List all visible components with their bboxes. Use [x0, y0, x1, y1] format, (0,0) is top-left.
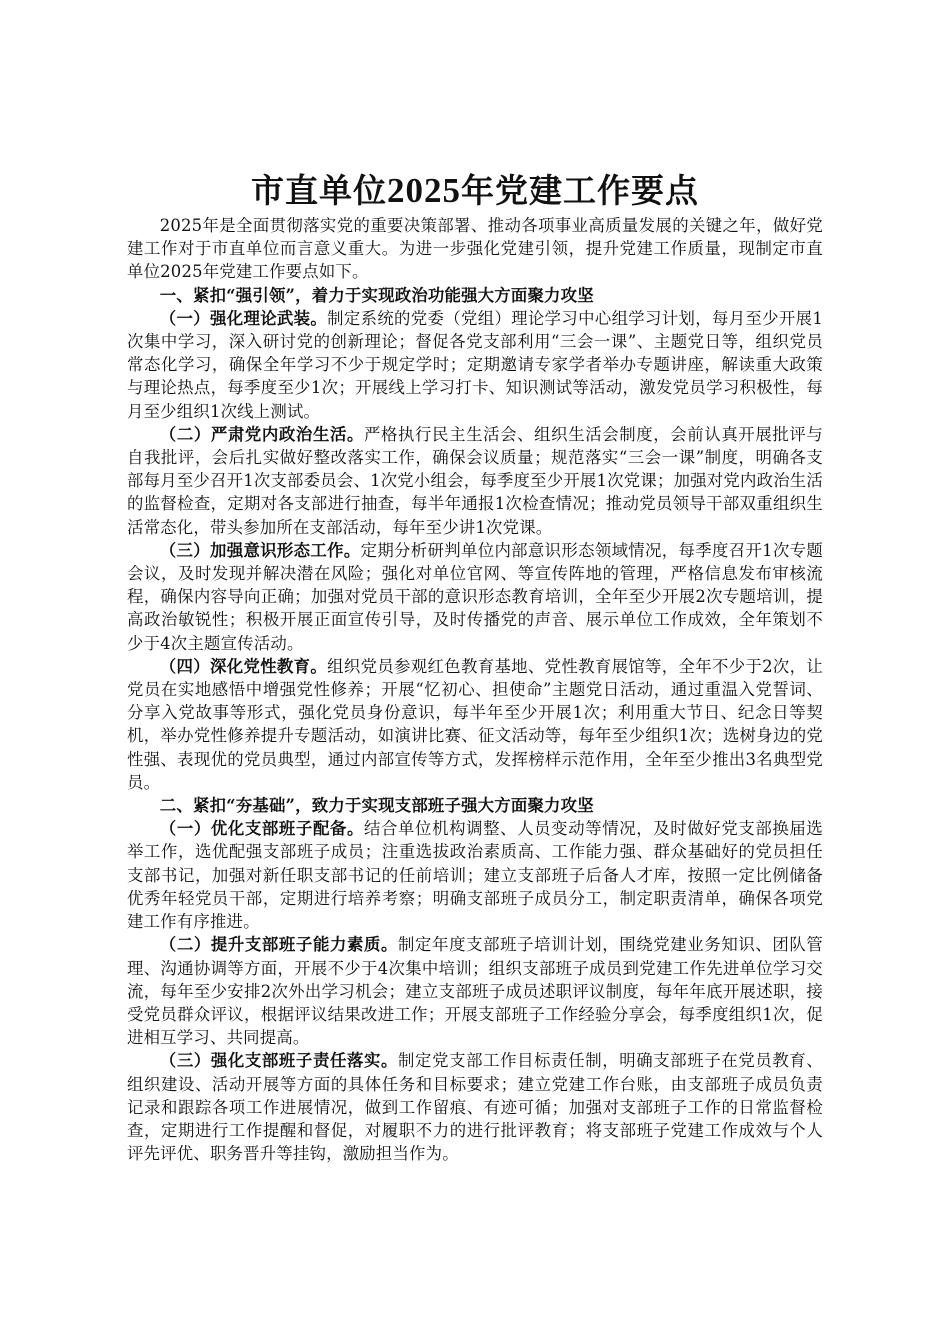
title-part-a: 市直单位 [251, 171, 387, 210]
item-text: 制定年度支部班子培训计划，围绕党建业务知识、团队管理、沟通协调等方面，开展不少于4次集中培训；组织支部班子成员到党建工作先进单位学习交流，每年至少安排2次外出学习机会；建立支部班子成员述职评议制度，每年年底开展述职，接受党员群众评议，根据评议结果改进工作；开展支部班子工作经验分享会，每季度组织1次，促进相互学习、共同提高。 [127, 935, 823, 1048]
section2-item-2 [127, 933, 823, 1049]
item-lead: （三）强化支部班子责任落实。 [159, 1051, 399, 1071]
item-text: 严格执行民主生活会、组织生活会制度，会前认真开展批评与自我批评，会后扎实做好整改落实工作，确保会议质量；规范落实“三会一课”制度，明确各支部每月至少召开1次支部委员会、1次党小组会，每季度至少开展1次党课；加强对党内政治生活的监督检查，定期对各支部进行抽查，每半年通报1次检查情况；推动党员领导干部双重组织生活常态化，带头参加所在支部活动，每年至少讲1次党课。 [127, 424, 823, 537]
intro-paragraph: 2025年是全面贯彻落实党的重要决策部署、推动各项事业高质量发展的关键之年，做好党建工作对于市直单位而言意义重大。为进一步强化党建引领，提升党建工作质量，现制定市直单位2025年党建工作要点如下。 [127, 216, 823, 282]
item-lead: （四）深化党性教育。 [159, 656, 328, 676]
section1-item-3 [127, 539, 823, 655]
document-title [127, 170, 823, 212]
section1-item-4 [127, 655, 823, 794]
item-lead: （一）强化理论武装。 [159, 308, 328, 328]
title-year: 2025 [387, 171, 461, 210]
item-lead: （二）严肃党内政治生活。 [159, 424, 364, 444]
document-page [127, 170, 823, 1165]
section2-item-3 [127, 1049, 823, 1165]
item-text: 定期分析研判单位内部意识形态领域情况，每季度召开1次专题会议，及时发现并解决潜在风险；强化对单位官网、等宣传阵地的管理，严格信息发布审核流程，确保内容导向正确；加强对党员干部的意识形态教育培训，全年至少开展2次专题培训，提高政治敏锐性；积极开展正面宣传引导，及时传播党的声音、展示单位工作成效，全年策划不少于4次主题宣传活动。 [127, 540, 823, 653]
item-lead: （三）加强意识形态工作。 [159, 540, 361, 560]
title-part-b: 年党建工作要点 [461, 171, 699, 210]
section1-item-1 [127, 307, 823, 423]
item-lead: （二）提升支部班子能力素质。 [159, 935, 399, 955]
section2-item-1 [127, 817, 823, 933]
item-text: 结合单位机构调整、人员变动等情况，及时做好党支部换届选举工作，选优配强支部班子成员；注重选拔政治素质高、工作能力强、群众基础好的党员担任支部书记，加强对新任职支部书记的任前培训；建立支部班子后备人才库，按照一定比例储备优秀年轻党员干部，定期进行培养考察；明确支部班子成员分工，制定职责清单，确保各项党建工作有序推进。 [127, 819, 823, 932]
item-text: 组织党员参观红色教育基地、党性教育展馆等，全年不少于2次，让党员在实地感悟中增强党性修养；开展“忆初心、担使命”主题党日活动，通过重温入党誓词、分享入党故事等形式，强化党员身份意识，每半年至少开展1次；利用重大节日、纪念日等契机，举办党性修养提升专题活动，如演讲比赛、征文活动等，每年至少组织1次；选树身边的党性强、表现优的党员典型，通过内部宣传等方式，发挥榜样示范作用，全年至少推出3名典型党员。 [127, 656, 823, 792]
section1-item-2 [127, 423, 823, 539]
item-lead: （一）优化支部班子配备。 [159, 819, 364, 839]
section-heading-2: 二、紧扣“夯基础”，致力于实现支部班子强大方面聚力攻坚 [159, 796, 594, 816]
item-text: 制定党支部工作目标责任制，明确支部班子在党员教育、组织建设、活动开展等方面的具体任务和目标要求；建立党建工作台账，由支部班子成员负责记录和跟踪各项工作进展情况，做到工作留痕、有迹可循；加强对支部班子工作的日常监督检查，定期进行工作提醒和督促，对履职不力的进行批评教育；将支部班子党建工作成效与个人评先评优、职务晋升等挂钩，激励担当作为。 [127, 1051, 823, 1164]
section-heading-1: 一、紧扣“强引领”，着力于实现政治功能强大方面聚力攻坚 [159, 285, 594, 305]
item-text: 制定系统的党委（党组）理论学习中心组学习计划，每月至少开展1次集中学习，深入研讨党的创新理论；督促各党支部利用“三会一课”、主题党日等，组织党员常态化学习，确保全年学习不少于规定学时；定期邀请专家学者举办专题讲座，解读重大政策与理论热点，每季度至少1次；开展线上学习打卡、知识测试等活动，激发党员学习积极性，每月至少组织1次线上测试。 [127, 308, 823, 421]
